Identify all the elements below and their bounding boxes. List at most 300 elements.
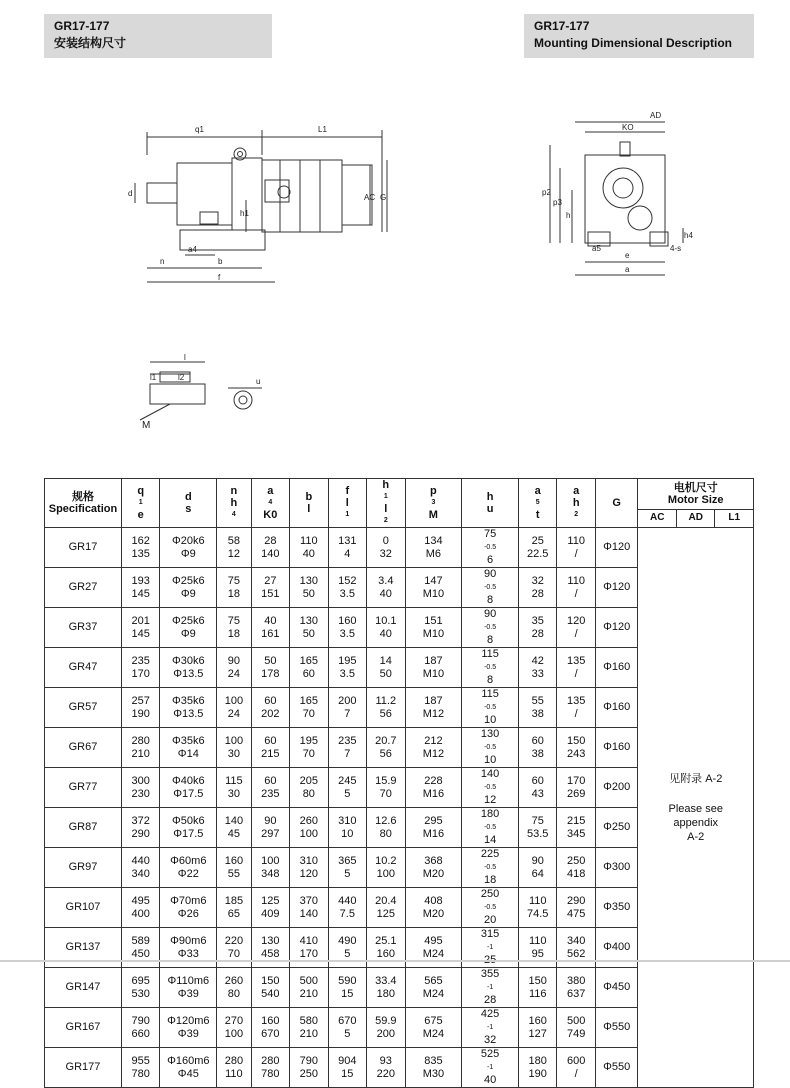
a4-value: 125 — [261, 894, 280, 907]
p3-value: M12 — [422, 707, 445, 720]
p3-cell — [405, 728, 462, 768]
n-cell — [217, 768, 251, 808]
f-value: 310 — [338, 814, 357, 827]
h1-cell — [367, 808, 405, 848]
a4-cell — [251, 968, 289, 1008]
d-value: Φ120m6 — [167, 1014, 210, 1027]
b-value: 165 — [299, 694, 318, 707]
p3-cell — [405, 1008, 462, 1048]
h-value: 18 — [483, 874, 497, 886]
a5-value: 32 — [531, 574, 544, 587]
a5-cell — [518, 568, 556, 608]
p3-value: M6 — [425, 547, 442, 560]
a5-value: 43 — [531, 787, 544, 800]
b-value: 500 — [299, 974, 318, 987]
p3-value: 495 — [424, 934, 443, 947]
b-cell — [290, 968, 328, 1008]
d-value: Φ160m6 — [167, 1054, 210, 1067]
a-value: 243 — [567, 747, 586, 760]
n-value: 280 — [224, 1054, 244, 1067]
q-value: 145 — [131, 627, 150, 640]
h-value: 115 -0.5 — [481, 688, 499, 711]
n-value: 24 — [227, 667, 240, 680]
h1-cell — [367, 1048, 405, 1088]
b-cell — [290, 728, 328, 768]
f-value: 245 — [338, 774, 357, 787]
p3-cell — [405, 888, 462, 928]
g-cell: Φ300 — [595, 848, 638, 888]
f-value: 670 — [338, 1014, 357, 1027]
a4-value: 40 — [264, 614, 277, 627]
q-value: 257 — [131, 694, 150, 707]
h1-value: 56 — [379, 707, 392, 720]
h1-value: 0 — [382, 534, 389, 547]
spec-cell: GR137 — [45, 928, 122, 968]
a4-value: 670 — [261, 1027, 280, 1040]
h-value: 12 — [483, 794, 497, 806]
h1-cell — [367, 848, 405, 888]
h-cell — [462, 528, 519, 568]
f-value: 200 — [338, 694, 357, 707]
a-value: 150 — [567, 734, 586, 747]
b-value: 110 — [300, 534, 318, 547]
b-value: 70 — [302, 747, 315, 760]
n-cell — [217, 808, 251, 848]
q-value: 400 — [131, 907, 150, 920]
p3-value: 368 — [424, 854, 443, 867]
a5-cell — [518, 888, 556, 928]
p3-value: M24 — [422, 987, 445, 1000]
n-value: 18 — [227, 587, 240, 600]
a4-value: 297 — [261, 827, 280, 840]
a4-cell — [251, 808, 289, 848]
d-value: Φ9 — [180, 547, 196, 560]
f-cell — [328, 688, 366, 728]
p3-cell — [405, 648, 462, 688]
q-value: 660 — [131, 1027, 150, 1040]
h1-value: 33.4 — [375, 974, 397, 987]
a5-value: 95 — [531, 947, 544, 960]
a4-value: 140 — [261, 547, 280, 560]
p3-value: M10 — [422, 667, 445, 680]
a5-cell — [518, 608, 556, 648]
h1-value: 3.4 — [378, 574, 394, 587]
q-cell — [121, 728, 159, 768]
a-value: 290 — [567, 894, 586, 907]
n-value: 110 — [225, 1067, 243, 1080]
label-l: l — [184, 353, 186, 362]
n-value: 260 — [224, 974, 244, 987]
side-view-drawing — [135, 130, 387, 282]
motor-note-line: A-2 — [687, 830, 705, 843]
a4-value: 60 — [264, 694, 277, 707]
n-cell — [217, 568, 251, 608]
p3-value: 187 — [424, 654, 443, 667]
d-cell — [160, 728, 217, 768]
p3-cell — [405, 808, 462, 848]
n-cell — [217, 728, 251, 768]
h-value: 315 -1 — [480, 928, 500, 951]
a5-value: 90 — [531, 854, 544, 867]
b-value: 120 — [299, 867, 318, 880]
a5-cell — [518, 768, 556, 808]
label-a: a — [625, 265, 630, 274]
a-value: 110 — [567, 574, 585, 587]
h-cell — [462, 808, 519, 848]
bottom-divider — [0, 960, 790, 962]
q-value: 145 — [131, 587, 150, 600]
a4-value: 50 — [264, 654, 277, 667]
p3-value: M10 — [422, 587, 445, 600]
a5-value: 53.5 — [527, 827, 549, 840]
a-value: 215 — [567, 814, 586, 827]
f-value: 3.5 — [339, 627, 355, 640]
q-cell — [121, 848, 159, 888]
h-cell — [462, 648, 519, 688]
b-value: 60 — [302, 667, 315, 680]
g-cell: Φ200 — [595, 768, 638, 808]
q-cell — [121, 528, 159, 568]
q-value: 201 — [131, 614, 150, 627]
d-value: Φ45 — [177, 1067, 199, 1080]
h1-cell — [367, 608, 405, 648]
f-cell — [328, 568, 366, 608]
spec-cell: GR17 — [45, 528, 122, 568]
a-value: / — [574, 587, 578, 600]
h1-cell — [367, 648, 405, 688]
d-value: Φ17.5 — [173, 827, 204, 840]
d-value: Φ13.5 — [173, 707, 204, 720]
q-cell — [121, 1048, 159, 1088]
b-value: 370 — [299, 894, 318, 907]
d-cell — [160, 1008, 217, 1048]
h-value: 140 -0.5 — [480, 768, 500, 791]
f-cell — [328, 808, 366, 848]
a-value: 418 — [567, 867, 586, 880]
col-g-header: G — [595, 479, 638, 528]
a5-cell — [518, 1048, 556, 1088]
q-value: 290 — [131, 827, 150, 840]
a4-value: 151 — [261, 587, 280, 600]
f-value: 490 — [338, 934, 357, 947]
header-right-subtitle: Mounting Dimensional Description — [534, 36, 733, 50]
f-value: 15 — [341, 1067, 354, 1080]
n-cell — [217, 648, 251, 688]
a5-value: 180 — [528, 1054, 547, 1067]
h1-value: 160 — [376, 947, 395, 960]
a-cell — [557, 528, 595, 568]
a-value: 269 — [567, 787, 586, 800]
g-cell: Φ160 — [595, 648, 638, 688]
a4-value: 409 — [261, 907, 280, 920]
p3-value: 151 — [424, 614, 443, 627]
b-value: 165 — [299, 654, 318, 667]
a5-value: 160 — [528, 1014, 547, 1027]
q-cell — [121, 808, 159, 848]
n-value: 30 — [227, 787, 240, 800]
f-value: 4 — [344, 547, 351, 560]
h-value: 40 — [483, 1074, 497, 1086]
n-value: 75 — [227, 574, 240, 587]
a-value: / — [574, 627, 578, 640]
d-value: Φ9 — [180, 587, 196, 600]
b-value: 790 — [299, 1054, 318, 1067]
q-value: 790 — [131, 1014, 150, 1027]
col-spec-header: 规格 Specification — [45, 479, 122, 528]
b-value: 210 — [299, 1027, 318, 1040]
a-cell — [557, 1048, 595, 1088]
h-value: 425 -1 — [480, 1008, 500, 1031]
b-value: 410 — [299, 934, 318, 947]
spec-cell: GR147 — [45, 968, 122, 1008]
h1-cell — [367, 568, 405, 608]
a5-value: 22.5 — [527, 547, 549, 560]
a4-value: 780 — [261, 1067, 280, 1080]
n-cell — [217, 848, 251, 888]
n-value: 160 — [224, 854, 244, 867]
b-value: 80 — [302, 787, 315, 800]
d-value: Φ13.5 — [173, 667, 204, 680]
n-cell — [217, 608, 251, 648]
d-cell — [160, 528, 217, 568]
a-value: 475 — [567, 907, 586, 920]
f-value: 7 — [344, 747, 351, 760]
label-e: e — [625, 251, 630, 260]
f-cell — [328, 1008, 366, 1048]
n-value: 55 — [227, 867, 240, 880]
b-cell — [290, 888, 328, 928]
a5-cell — [518, 648, 556, 688]
d-value: Φ9 — [180, 627, 196, 640]
a-cell — [557, 808, 595, 848]
h1-value: 40 — [379, 627, 392, 640]
d-cell — [160, 608, 217, 648]
n-value: 100 — [224, 734, 244, 747]
a5-cell — [518, 528, 556, 568]
f-value: 7.5 — [339, 907, 355, 920]
n-value: 100 — [224, 694, 244, 707]
b-cell — [290, 528, 328, 568]
q-value: 589 — [131, 934, 150, 947]
b-value: 140 — [299, 907, 318, 920]
n-cell — [217, 528, 251, 568]
b-value: 205 — [299, 774, 318, 787]
a5-value: 38 — [531, 707, 544, 720]
p3-cell — [405, 848, 462, 888]
f-value: 440 — [338, 894, 357, 907]
a-value: 345 — [567, 827, 586, 840]
h-value: 90 -0.5 — [483, 608, 497, 631]
label-l1: L1 — [318, 125, 327, 134]
n-value: 12 — [227, 547, 240, 560]
a5-value: 110 — [528, 934, 547, 947]
h1-cell — [367, 1008, 405, 1048]
label-n: n — [160, 257, 165, 266]
q-value: 235 — [131, 654, 150, 667]
h-cell — [462, 568, 519, 608]
a-value: 120 — [567, 614, 586, 627]
g-cell: Φ550 — [595, 1008, 638, 1048]
a-cell — [557, 1008, 595, 1048]
a4-cell — [251, 1008, 289, 1048]
f-cell — [328, 648, 366, 688]
p3-cell — [405, 568, 462, 608]
q-value: 340 — [131, 867, 150, 880]
f-value: 3.5 — [339, 667, 355, 680]
a5-cell — [518, 728, 556, 768]
f-value: 160 — [338, 614, 357, 627]
spec-cell: GR67 — [45, 728, 122, 768]
a5-value: 127 — [528, 1027, 547, 1040]
a-value: / — [574, 667, 578, 680]
a5-value: 116 — [528, 987, 547, 1000]
col-p3-header: p 3 M — [405, 479, 462, 528]
label-ko: KO — [622, 123, 634, 132]
h1-value: 32 — [379, 547, 392, 560]
p3-value: M24 — [422, 1027, 445, 1040]
f-value: 15 — [341, 987, 354, 1000]
h1-value: 100 — [376, 867, 395, 880]
f-value: 152 — [338, 574, 357, 587]
h1-value: 20.7 — [375, 734, 397, 747]
a4-value: 348 — [261, 867, 280, 880]
q-cell — [121, 608, 159, 648]
f-cell — [328, 1048, 366, 1088]
f-cell — [328, 888, 366, 928]
a5-cell — [518, 808, 556, 848]
a-cell — [557, 768, 595, 808]
a4-value: 178 — [261, 667, 280, 680]
n-value: 140 — [224, 814, 244, 827]
q-value: 230 — [131, 787, 150, 800]
a4-cell — [251, 688, 289, 728]
a5-cell — [518, 1008, 556, 1048]
motor-note-line: appendix — [673, 816, 719, 829]
a5-value: 38 — [531, 747, 544, 760]
g-cell: Φ450 — [595, 968, 638, 1008]
d-cell — [160, 968, 217, 1008]
d-value: Φ14 — [177, 747, 199, 760]
d-value: Φ60m6 — [170, 854, 207, 867]
spec-cell: GR177 — [45, 1048, 122, 1088]
a4-value: 540 — [261, 987, 280, 1000]
b-value: 130 — [299, 574, 318, 587]
n-value: 185 — [224, 894, 244, 907]
a4-value: 280 — [261, 1054, 280, 1067]
d-value: Φ90m6 — [170, 934, 207, 947]
h1-value: 11.2 — [375, 694, 397, 707]
a5-value: 28 — [531, 627, 544, 640]
h1-value: 10.1 — [375, 614, 397, 627]
p3-value: M24 — [422, 947, 445, 960]
d-cell — [160, 768, 217, 808]
q-value: 495 — [131, 894, 150, 907]
n-value: 220 — [224, 934, 244, 947]
n-value: 270 — [224, 1014, 244, 1027]
col-ac-header: AC — [638, 509, 676, 527]
d-value: Φ26 — [177, 907, 199, 920]
a4-cell — [251, 648, 289, 688]
label-l1-shaft: l1 — [150, 373, 157, 382]
b-cell — [290, 768, 328, 808]
n-value: 80 — [227, 987, 240, 1000]
f-value: 904 — [338, 1054, 357, 1067]
b-value: 50 — [302, 627, 315, 640]
a4-cell — [251, 1048, 289, 1088]
h1-value: 220 — [376, 1067, 395, 1080]
p3-value: 134 — [424, 534, 443, 547]
a-value: / — [574, 707, 578, 720]
label-ad: AD — [650, 111, 662, 120]
a-value: 500 — [567, 1014, 586, 1027]
q-value: 280 — [131, 734, 150, 747]
h1-value: 180 — [376, 987, 395, 1000]
p3-cell — [405, 608, 462, 648]
n-cell — [217, 888, 251, 928]
p3-value: 295 — [424, 814, 443, 827]
a4-cell — [251, 608, 289, 648]
a-value: 600 — [567, 1054, 586, 1067]
b-value: 130 — [299, 614, 318, 627]
f-cell — [328, 768, 366, 808]
h1-cell — [367, 968, 405, 1008]
p3-value: M16 — [422, 787, 445, 800]
a4-value: 90 — [264, 814, 277, 827]
b-value: 250 — [299, 1067, 318, 1080]
n-value: 24 — [227, 707, 240, 720]
h1-value: 200 — [376, 1027, 395, 1040]
b-cell — [290, 1008, 328, 1048]
p3-cell — [405, 688, 462, 728]
n-value: 58 — [227, 534, 240, 547]
g-cell: Φ550 — [595, 1048, 638, 1088]
h-value: 355 -1 — [480, 968, 500, 991]
b-value: 170 — [299, 947, 318, 960]
q-value: 440 — [131, 854, 150, 867]
d-value: Φ70m6 — [170, 894, 207, 907]
motor-note-line: 见附录 A-2 — [669, 772, 723, 785]
a-value: 562 — [567, 947, 586, 960]
p3-value: 212 — [424, 734, 443, 747]
q-cell — [121, 768, 159, 808]
b-cell — [290, 608, 328, 648]
header-left-subtitle: 安装结构尺寸 — [54, 36, 127, 50]
a4-cell — [251, 728, 289, 768]
n-value: 90 — [227, 654, 240, 667]
col-q-header: q 1 e — [121, 479, 159, 528]
label-d: d — [128, 189, 133, 198]
a5-value: 74.5 — [527, 907, 549, 920]
a-value: 250 — [567, 854, 586, 867]
h-value: 20 — [483, 914, 497, 926]
q-cell — [121, 688, 159, 728]
b-cell — [290, 568, 328, 608]
a-value: / — [574, 1067, 578, 1080]
p3-value: M30 — [422, 1067, 445, 1080]
p3-value: 565 — [424, 974, 443, 987]
b-value: 210 — [299, 987, 318, 1000]
d-value: Φ50k6 — [171, 814, 205, 827]
n-value: 65 — [227, 907, 240, 920]
h-cell — [462, 1048, 519, 1088]
table-row — [45, 528, 754, 568]
a4-value: 202 — [261, 707, 280, 720]
a4-value: 28 — [264, 534, 277, 547]
d-value: Φ30k6 — [171, 654, 205, 667]
spec-cell: GR57 — [45, 688, 122, 728]
label-u: u — [256, 377, 261, 386]
n-value: 100 — [224, 1027, 244, 1040]
